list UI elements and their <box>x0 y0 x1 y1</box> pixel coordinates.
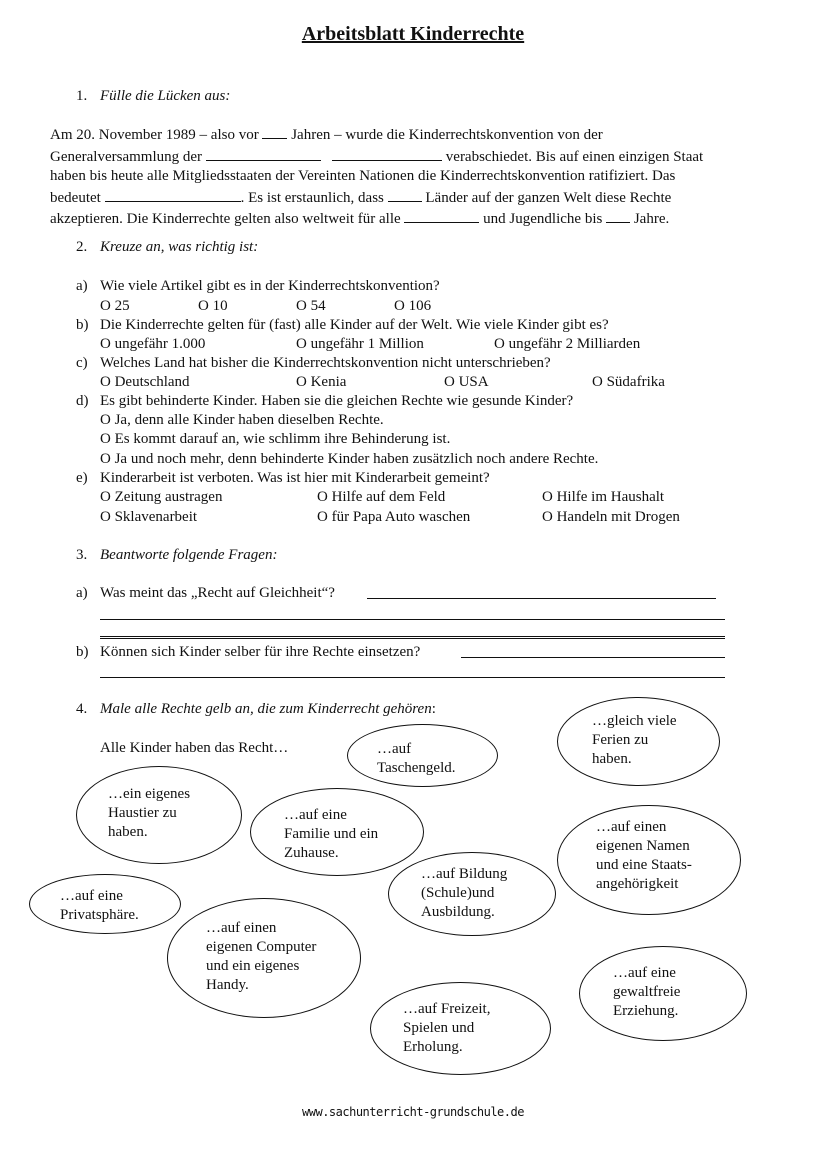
cloze-line-4: bedeutet . Es ist erstaunlich, dass Länder auf der ganzen Welt diese Rechte <box>50 187 703 209</box>
blank-organization-2[interactable] <box>332 146 442 161</box>
blank-age[interactable] <box>606 208 630 223</box>
cloze-line-3: haben bis heute alle Mitgliedsstaaten der Vereinten Nationen die Kinderrechtskonvention ratifiziert. Das <box>50 168 676 184</box>
option-2a-1[interactable]: O 25 <box>100 298 130 314</box>
bubble-pet-text: …ein eigenes Haustier zu haben. <box>108 786 191 840</box>
answer-line-3a-4[interactable] <box>100 638 725 639</box>
option-2b-3[interactable]: O ungefähr 2 Milliarden <box>494 336 641 352</box>
blank-organization-1[interactable] <box>206 146 321 161</box>
bubble-name-nationality-text: …auf einen eigenen Namen und eine Staats- angehörigkeit <box>596 819 692 892</box>
blank-years[interactable] <box>262 124 287 139</box>
section-2-heading: 2. Kreuze an, was richtig ist: <box>76 239 259 255</box>
blank-children[interactable] <box>404 208 479 223</box>
footer-url[interactable]: www.sachunterricht-grundschule.de <box>302 1105 524 1119</box>
option-2c-4[interactable]: O Südafrika <box>592 374 665 390</box>
question-2e: e) Kinderarbeit ist verboten. Was ist hier mit Kinderarbeit gemeint? <box>76 470 490 486</box>
page-title: Arbeitsblatt Kinderrechte <box>301 23 525 45</box>
cloze-line-5: akzeptieren. Die Kinderrechte gelten also weltweit für alle und Jugendliche bis Jahre. <box>50 208 703 230</box>
option-2a-4[interactable]: O 106 <box>394 298 432 314</box>
question-3b: b) Können sich Kinder selber für ihre Rechte einsetzen? <box>76 644 421 660</box>
option-2a-3[interactable]: O 54 <box>296 298 326 314</box>
option-2e-5[interactable]: O für Papa Auto waschen <box>317 509 471 525</box>
cloze-line-2: Generalversammlung der verabschiedet. Bis auf einen einzigen Staat <box>50 146 703 168</box>
option-2e-3[interactable]: O Hilfe im Haushalt <box>542 489 665 505</box>
option-2d-1[interactable]: O Ja, denn alle Kinder haben dieselben Rechte. <box>100 412 384 428</box>
blank-countries[interactable] <box>388 187 422 202</box>
rights-intro: Alle Kinder haben das Recht… <box>100 740 289 756</box>
bubble-family-text: …auf eine Familie und ein Zuhause. <box>284 807 379 861</box>
option-2c-2[interactable]: O Kenia <box>296 374 347 390</box>
blank-meaning[interactable] <box>105 187 241 202</box>
question-2c: c) Welches Land hat bisher die Kinderrechtskonvention nicht unterschrieben? <box>76 355 551 371</box>
section-4-heading: 4. Male alle Rechte gelb an, die zum Kinderrecht gehören: <box>76 701 436 717</box>
section-3-heading: 3. Beantworte folgende Fragen: <box>76 547 278 563</box>
answer-line-3a-1[interactable] <box>367 598 716 599</box>
option-2d-2[interactable]: O Es kommt darauf an, wie schlimm ihre Behinderung ist. <box>100 431 451 447</box>
option-2c-1[interactable]: O Deutschland <box>100 374 190 390</box>
option-2e-6[interactable]: O Handeln mit Drogen <box>542 509 680 525</box>
option-2e-1[interactable]: O Zeitung austragen <box>100 489 223 505</box>
option-2c-3[interactable]: O USA <box>444 374 489 390</box>
bubble-leisure-text: …auf Freizeit, Spielen und Erholung. <box>403 1001 491 1055</box>
bubble-nonviolent-text: …auf eine gewaltfreie Erziehung. <box>613 965 681 1019</box>
question-3a: a) Was meint das „Recht auf Gleichheit“? <box>76 585 335 601</box>
question-2a: a) Wie viele Artikel gibt es in der Kinderrechtskonvention? <box>76 278 440 294</box>
cloze-paragraph <box>50 124 703 230</box>
answer-line-3b-2[interactable] <box>100 677 725 678</box>
question-2d: d) Es gibt behinderte Kinder. Haben sie die gleichen Rechte wie gesunde Kinder? <box>76 393 574 409</box>
option-2e-2[interactable]: O Hilfe auf dem Feld <box>317 489 446 505</box>
option-2b-2[interactable]: O ungefähr 1 Million <box>296 336 424 352</box>
answer-line-3a-3[interactable] <box>100 636 725 637</box>
bubble-computer-text: …auf einen eigenen Computer und ein eigenes Handy. <box>206 920 317 993</box>
section-1-heading: 1. Fülle die Lücken aus: <box>76 88 231 104</box>
option-2b-1[interactable]: O ungefähr 1.000 <box>100 336 206 352</box>
answer-line-3b-1[interactable] <box>461 657 725 658</box>
option-2a-2[interactable]: O 10 <box>198 298 228 314</box>
bubble-privacy-text: …auf eine Privatsphäre. <box>60 888 139 923</box>
bubble-holidays-text: …gleich viele Ferien zu haben. <box>592 713 677 767</box>
bubble-education-text: …auf Bildung (Schule)und Ausbildung. <box>421 866 508 920</box>
answer-line-3a-2[interactable] <box>100 619 725 620</box>
option-2d-3[interactable]: O Ja und noch mehr, denn behinderte Kinder haben zusätzlich noch andere Rechte. <box>100 451 599 467</box>
bubble-pocket-money-text: …auf Taschengeld. <box>377 741 456 776</box>
question-2b: b) Die Kinderrechte gelten für (fast) alle Kinder auf der Welt. Wie viele Kinder gibt es? <box>76 317 609 333</box>
option-2e-4[interactable]: O Sklavenarbeit <box>100 509 198 525</box>
cloze-line-1: Am 20. November 1989 – also vor Jahren – wurde die Kinderrechtskonvention von der <box>50 124 703 146</box>
